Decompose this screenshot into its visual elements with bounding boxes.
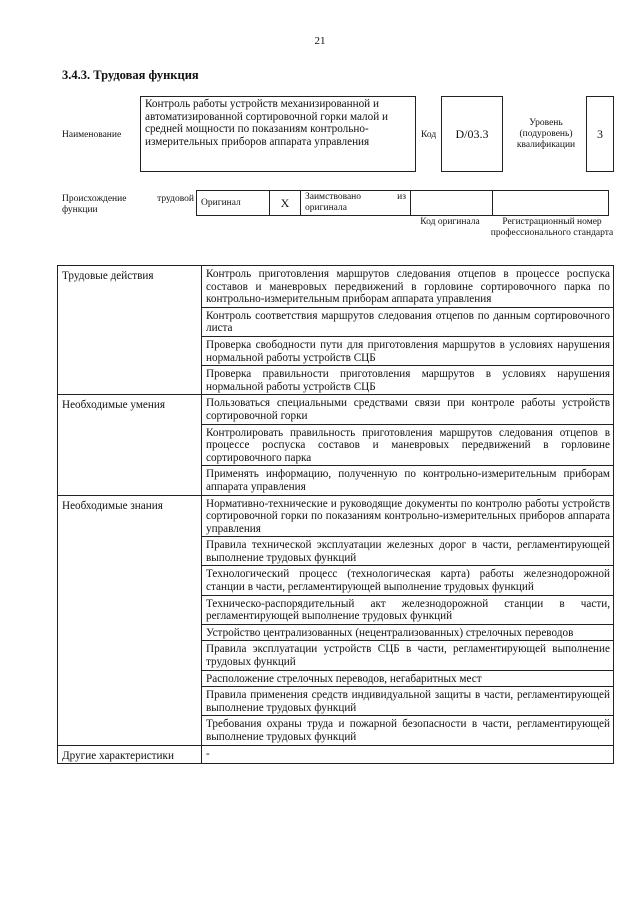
item-cell: Технологический процесс (технологическая карта) работы железнодорожной станции в части, регламентирующей выполнение трудовых функций <box>202 566 614 595</box>
item-cell: Правила технической эксплуатации железных дорог в части, регламентирующей выполнение трудовых функций <box>202 537 614 566</box>
item-cell: Нормативно-технические и руководящие документы по контролю работы устройств сортировочной горки по показаниям контрольно-измерительных приборов аппарата управления <box>202 495 614 537</box>
origin-label <box>62 194 194 216</box>
item-cell: Контроль соответствия маршрутов следования отцепов по данным сортировочного листа <box>202 307 614 336</box>
item-cell: Правила применения средств индивидуальной защиты в части, регламентирующей выполнение трудовых функций <box>202 687 614 716</box>
item-cell: Требования охраны труда и пожарной безопасности в части, регламентирующей выполнение трудовых функций <box>202 716 614 745</box>
borrowed-label-3: оригинала <box>305 203 347 213</box>
origin-label-word-1: Происхождение <box>62 194 127 204</box>
level-value-box: 3 <box>586 96 614 172</box>
registration-number-cell <box>493 191 609 216</box>
origin-label-word-3: функции <box>62 205 98 215</box>
function-code-box: D/03.3 <box>441 96 503 172</box>
page-number: 21 <box>314 35 326 47</box>
category-cell: Необходимые умения <box>58 395 202 495</box>
item-cell: Правила эксплуатации устройств СЦБ в части, регламентирующей выполнение трудовых функций <box>202 641 614 670</box>
function-name-box: Контроль работы устройств механизированной и автоматизированной сортировочной горки малой и средней мощности по показаниям контрольно-измерительных приборов аппарата управления <box>140 96 416 172</box>
item-cell: Проверка правильности приготовления маршрутов в условиях нарушения нормальной работы устройств СЦБ <box>202 366 614 395</box>
name-label: Наименование <box>62 130 122 140</box>
item-cell: Расположение стрелочных переводов, негабаритных мест <box>202 670 614 687</box>
item-cell: Контроль приготовления маршрутов следования отцепов в процессе роспуска составов и маневровых передвижений в горловине сортировочного парка по контрольно-измерительным приборам аппарата управления <box>202 266 614 308</box>
borrowed-cell <box>301 191 411 216</box>
original-code-cell <box>411 191 493 216</box>
level-label: Уровень (подуровень) квалификации <box>516 118 576 150</box>
category-cell: Необходимые знания <box>58 495 202 745</box>
table-row <box>58 266 614 308</box>
original-mark: X <box>270 191 301 216</box>
code-label: Код <box>421 130 437 140</box>
table-row <box>58 495 614 537</box>
origin-label-word-2: трудовой <box>157 194 194 204</box>
table-row <box>58 395 614 424</box>
item-cell: Контролировать правильность приготовления маршрутов следования отцепов в процессе роспуска составов и маневровых передвижений в горловине сортировочного парка <box>202 424 614 466</box>
section-title: 3.4.3. Трудовая функция <box>62 68 199 82</box>
borrowed-label-2: из <box>397 192 406 202</box>
item-cell: - <box>202 745 614 764</box>
category-cell: Другие характеристики <box>58 745 202 764</box>
item-cell: Проверка свободности пути для приготовления маршрутов в условиях нарушения нормальной работы устройств СЦБ <box>202 336 614 365</box>
original-label: Оригинал <box>197 191 270 216</box>
item-cell: Устройство централизованных (нецентрализованных) стрелочных переводов <box>202 624 614 641</box>
borrowed-label-1: Заимствовано <box>305 192 362 202</box>
labor-function-table <box>57 265 614 764</box>
caption-registration-number: Регистрационный номер профессионального стандарта <box>490 217 614 238</box>
origin-table <box>196 190 609 216</box>
item-cell: Применять информацию, полученную по контрольно-измерительным приборам аппарата управления <box>202 466 614 495</box>
table-row <box>58 745 614 764</box>
caption-original-code: Код оригинала <box>420 217 480 227</box>
item-cell: Техническо-распорядительный акт железнодорожной станции в части, регламентирующей выполнение трудовых функций <box>202 595 614 624</box>
item-cell: Пользоваться специальными средствами связи при контроле работы устройств сортировочной горки <box>202 395 614 424</box>
category-cell: Трудовые действия <box>58 266 202 395</box>
